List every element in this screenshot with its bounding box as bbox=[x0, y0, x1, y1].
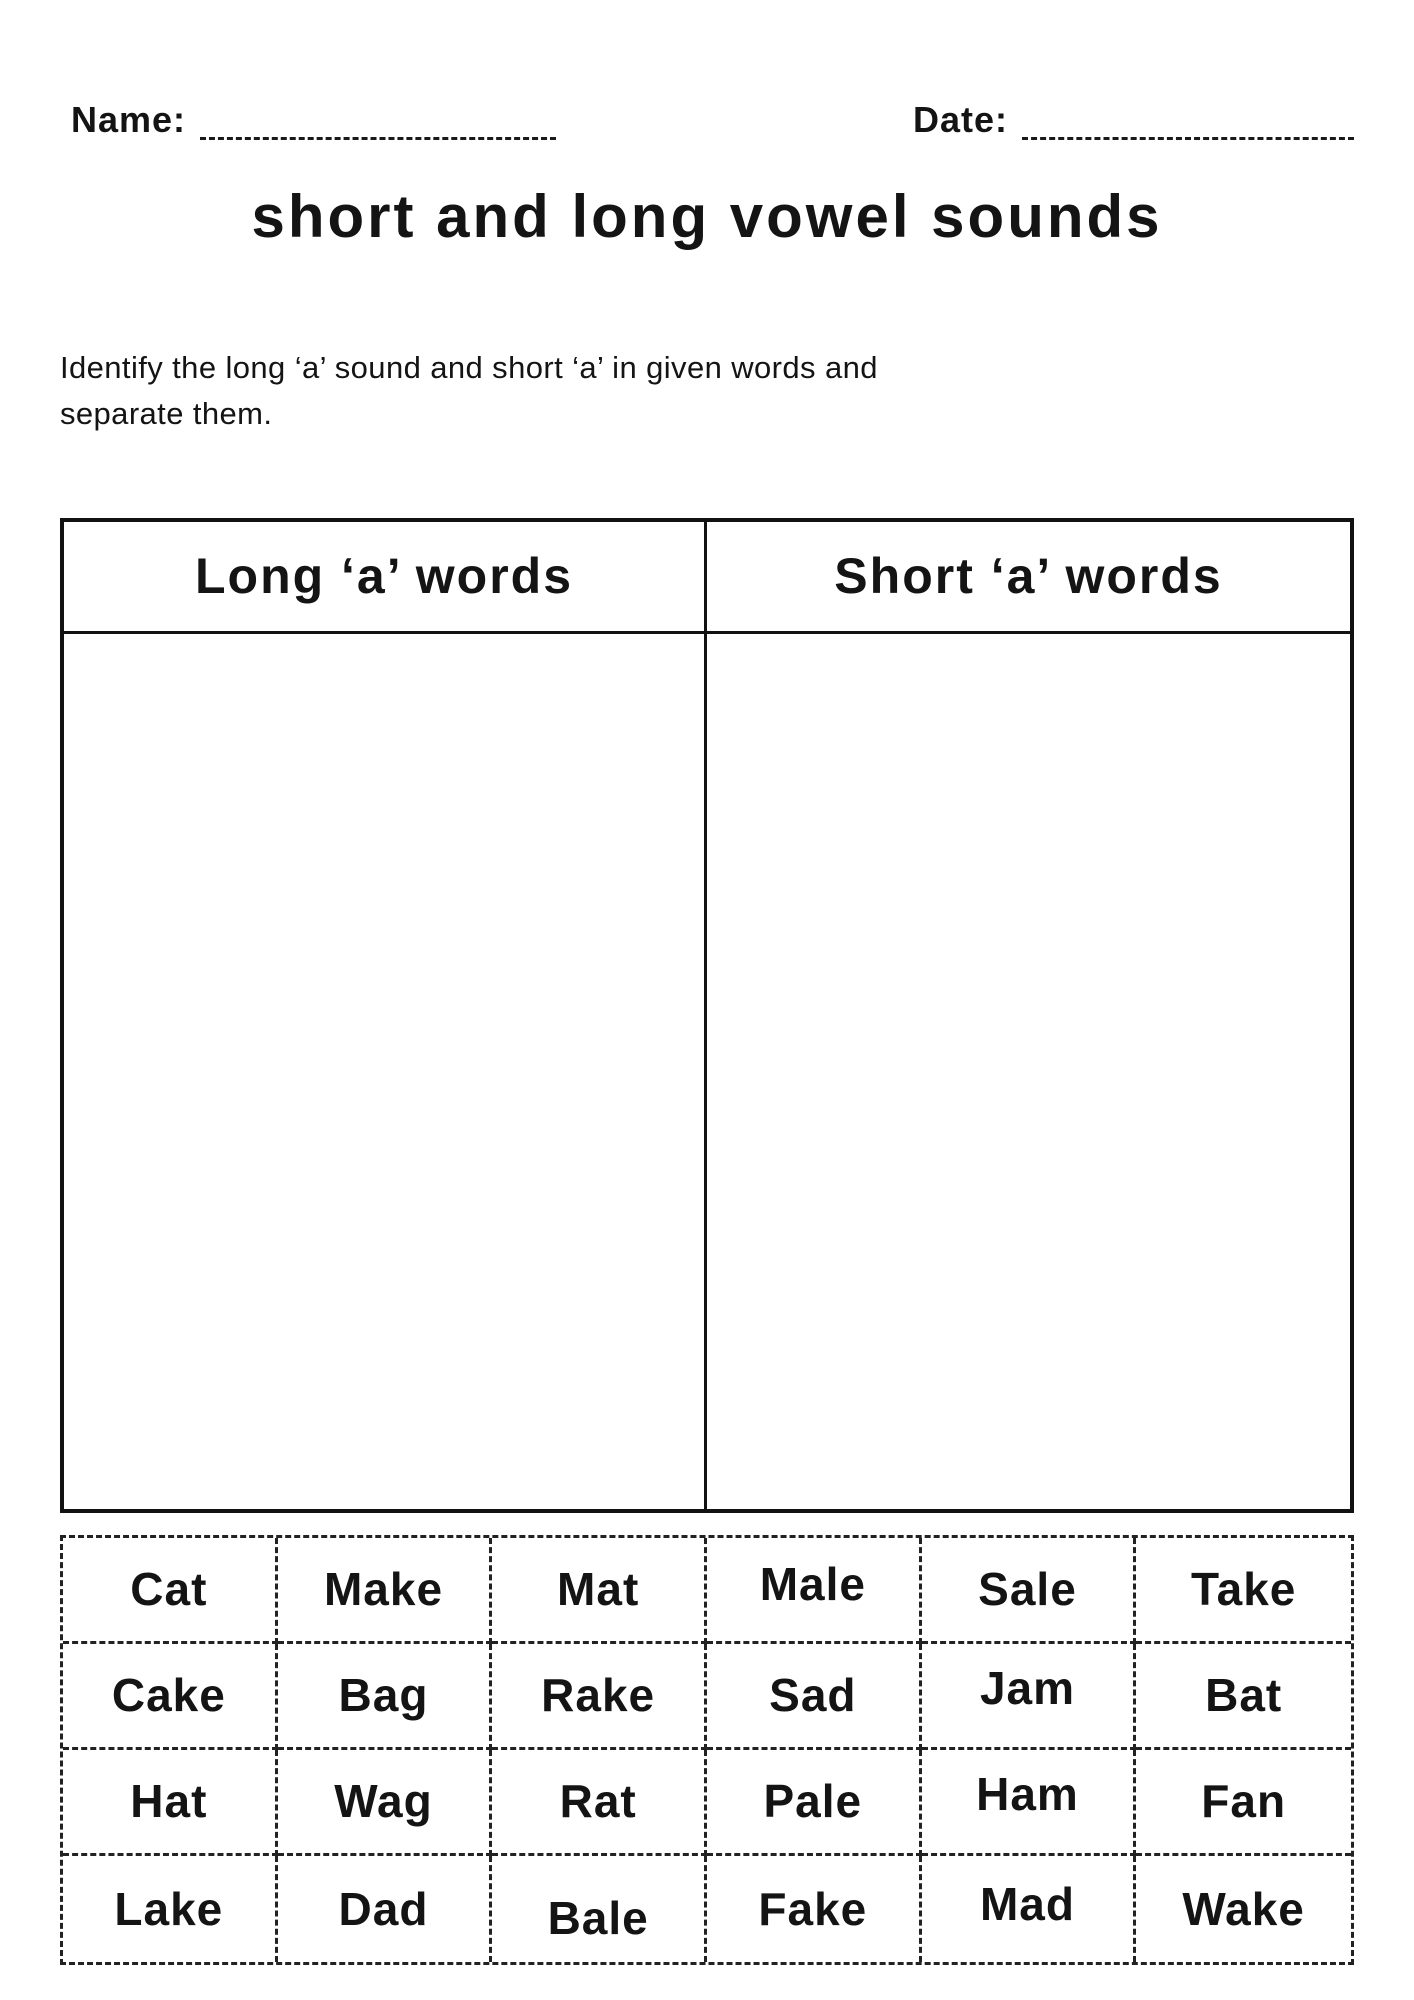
word-card-pale[interactable]: Pale bbox=[707, 1750, 922, 1856]
word-card-dad[interactable]: Dad bbox=[278, 1856, 493, 1962]
worksheet-title: short and long vowel sounds bbox=[251, 182, 1163, 250]
word-card-wag[interactable]: Wag bbox=[278, 1750, 493, 1856]
word-card-cake[interactable]: Cake bbox=[63, 1644, 278, 1750]
word-card-sale[interactable]: Sale bbox=[922, 1538, 1137, 1644]
word-card-bag[interactable]: Bag bbox=[278, 1644, 493, 1750]
word-card-rake[interactable]: Rake bbox=[492, 1644, 707, 1750]
word-card-bat[interactable]: Bat bbox=[1136, 1644, 1351, 1750]
instructions-line-2: separate them. bbox=[60, 396, 273, 432]
word-card-hat[interactable]: Hat bbox=[63, 1750, 278, 1856]
name-field bbox=[71, 100, 556, 140]
word-card-fake[interactable]: Fake bbox=[707, 1856, 922, 1962]
long-a-answer-area[interactable] bbox=[64, 634, 707, 1509]
word-card-make[interactable]: Make bbox=[278, 1538, 493, 1644]
word-card-lake[interactable]: Lake bbox=[63, 1856, 278, 1962]
word-card-wake[interactable]: Wake bbox=[1182, 1882, 1305, 1935]
word-card-cat[interactable]: Cat bbox=[63, 1538, 278, 1644]
date-label: Date: bbox=[912, 99, 1008, 140]
sorting-table bbox=[60, 518, 1354, 1513]
word-card-mad[interactable]: Mad bbox=[922, 1856, 1137, 1962]
long-a-column-header: Long ‘a’ words bbox=[64, 522, 707, 634]
word-card-bale[interactable]: Bale bbox=[492, 1856, 707, 1962]
short-a-answer-area[interactable] bbox=[707, 634, 1350, 1509]
name-input-line[interactable] bbox=[200, 103, 556, 140]
word-bank bbox=[60, 1535, 1354, 1965]
instructions-line-1: Identify the long ‘a’ sound and short ‘a’ in given words and bbox=[60, 349, 878, 385]
instructions bbox=[60, 345, 1354, 438]
word-card-fan[interactable]: Fan bbox=[1136, 1750, 1351, 1856]
date-field bbox=[913, 100, 1354, 140]
word-card-rat[interactable]: Rat bbox=[492, 1750, 707, 1856]
short-a-column-header: Short ‘a’ words bbox=[707, 522, 1350, 634]
word-card-take[interactable]: Take bbox=[1136, 1538, 1351, 1644]
word-card-jam[interactable]: Jam bbox=[922, 1644, 1137, 1750]
word-card-sad[interactable]: Sad bbox=[707, 1644, 922, 1750]
name-date-row bbox=[71, 100, 1354, 140]
word-card-mat[interactable]: Mat bbox=[492, 1538, 707, 1644]
name-label: Name: bbox=[71, 99, 187, 140]
date-input-line[interactable] bbox=[1022, 103, 1354, 140]
word-card-male[interactable]: Male bbox=[707, 1538, 922, 1644]
word-card-ham[interactable]: Ham bbox=[922, 1750, 1137, 1856]
